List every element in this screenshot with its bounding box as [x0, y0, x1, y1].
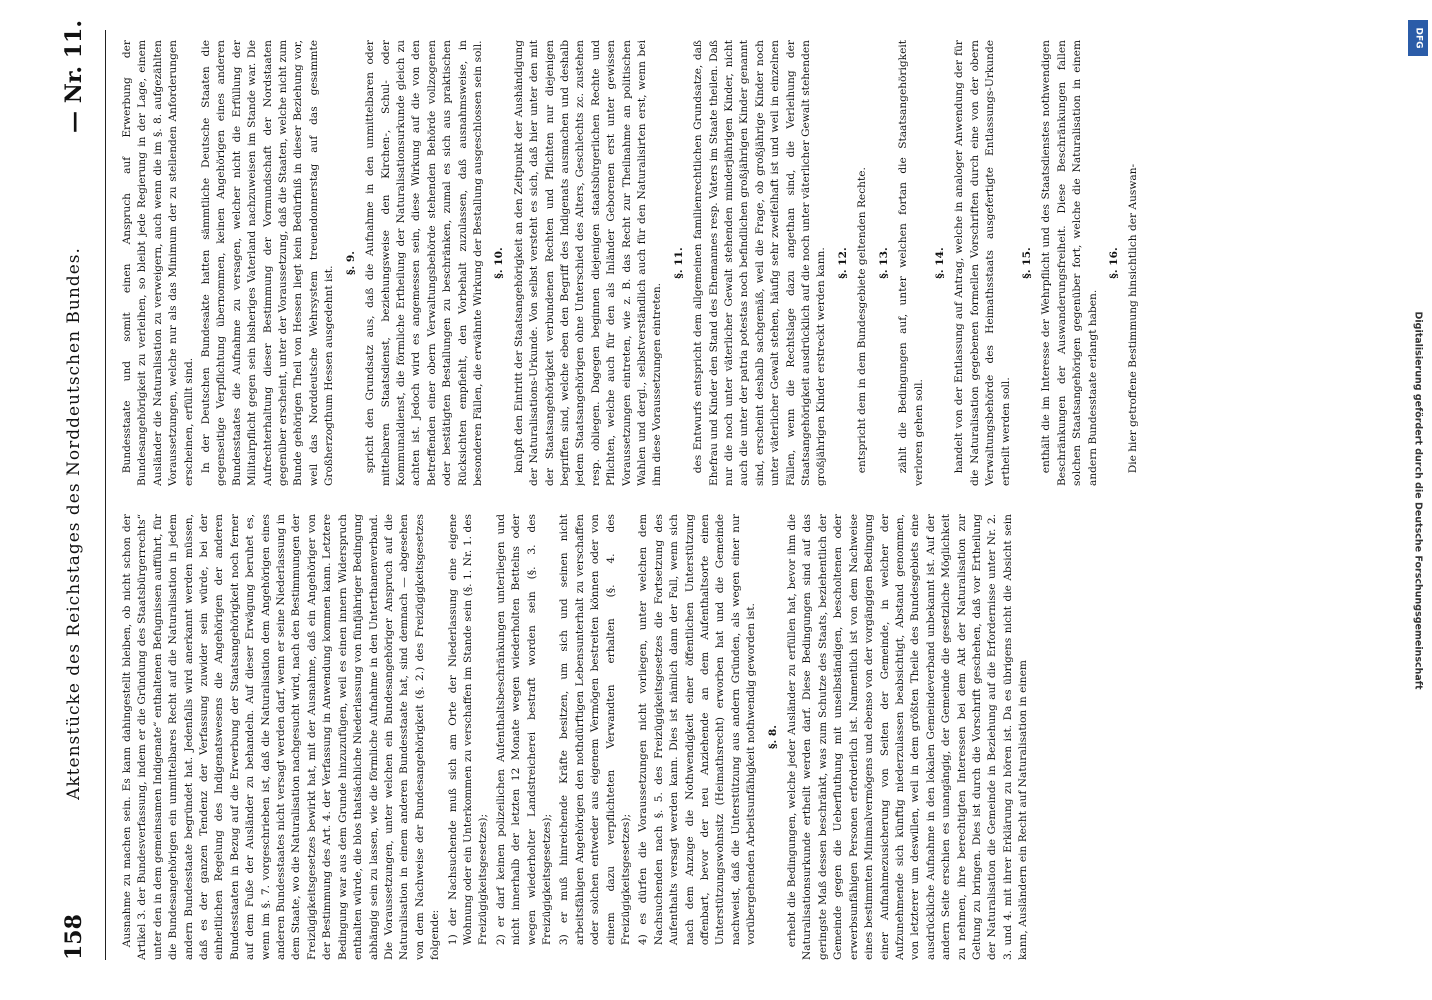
section-heading: §. 12. [836, 247, 849, 279]
paragraph: handelt von der Entlassung auf Antrag, welche in analoger Anwendung der für die Naturalisation gegebenen formellen Vorschriften durch eine von der obern Verwaltungsbehörde des Heimathsstaats ausgefertigte Entlassungs-Urkunde ertheilt werden soll. [953, 40, 1012, 486]
section-heading: §. 15. [1020, 247, 1033, 279]
section-heading: §. 16. [1107, 247, 1120, 279]
paragraph: des Entwurfs entspricht dem allgemeinen familienrechtlichen Grundsatze, daß Ehefrau und Kinder den Stand des Ehemannes resp. Vaters im Staate theilen. Daß nur die noch unter väterlicher Gewalt stehenden minderjährigen Kinder, nicht auch die unter der patria potestas noch befindlichen großjährigen Kinder genannt sind, erscheint deshalb sachgemäß, weil die Frage, ob großjährige Kinder noch unter väterlicher Gewalt stehen, häufig sehr zweifelhaft ist und weil in einzelnen Fällen, wenn die Rechtslage dazu angethan sind, die Verleihung der Staatsangehörigkeit ausdrücklich auf die noch unter väterlicher Gewalt stehenden großjährigen Kinder erstreckt werden kann. [692, 40, 828, 486]
paragraph: entspricht dem in dem Bundesgebiete geltenden Rechte. [856, 167, 869, 474]
left-column [120, 514, 1392, 960]
running-title: Aktenstücke des Reichstages des Norddeutschen Bundes. [64, 247, 84, 800]
paragraph: spricht den Grundsatz aus, daß die Aufnahme in den unmittelbaren oder mittelbaren Staatsdienst, beziehungsweise den Kirchen-, Schul- oder Kommunaldienst, die förmliche Ertheilung der Naturalisationsurkunde gleich zu achten ist. Jedoch wird es angemessen sein, diese Wirkung auf die von den Betreffenden einer obern Verwaltungsbehörde stehenden Behörde vollzogenen oder bestätigten Bestallungen zu beschränken, zumal es sich aus praktischen Rücksichten empfiehlt, den Vorbehalt zuzulassen, daß ausnahmsweise, in besonderen Fällen, die erwähnte Wirkung der Bestallung ausgeschlossen sein soll. [364, 40, 484, 486]
section-heading: §. 10. [493, 247, 506, 279]
paragraph: zählt die Bedingungen auf, unter welchen fortan die Staatsangehörigkeit verloren gehen soll. [897, 40, 925, 486]
list-item: 1) der Nachsuchende muß sich am Orte der Niederlassung eine eigene Wohnung oder ein Unterkommen zu verschaffen im Stande sein (§. 1. Nr. 1. des Freizügigkeitsgesetzes); [446, 514, 490, 946]
paragraph: In der Deutschen Bundesakte hatten sämmtliche Deutsche Staaten die gegenseitige Verpflichtung übernommen, keinen Angehörigen eines anderen Bundesstaates die Aufnahme zu versagen, welcher nicht die Erfüllung der Militairpflicht gegen sein bisheriges Vaterland nachzuweisen im Stande war. Die Aufrechterhaltung dieser Bestimmung der Vormundschaft der Nordstaaten gegenüber erscheint, unter der Voraussetzung, daß die Staaten, welche nicht zum Bunde gehörigen Theil von Hessen liegt kein Bedürfniß in dieser Beziehung vor, weil das Norddeutsche Wehrsystem treuendonnerstag auf das gesammte Großherzogthum Hessen ausgedehnt ist. [200, 40, 336, 486]
right-column [120, 40, 1392, 486]
paragraph: erhebt die Bedingungen, welche jeder Ausländer zu erfüllen hat, bevor ihm die Naturalisationsurkunde ertheilt werden darf. Diese Bedingungen sind auf das geringste Maß dessen beschränkt, was zum Schutze des Staats, beziehentlich der Gemeinde gegen die Ueberfluthung mit unselbständigen, bescholtenen oder erwerbsunfähigen Personen erforderlich ist. Namentlich ist von dem Nachweise eines bestimmten Minimalvermögens und ebenso von der vorgängigen Bedingung einer Aufnahmezusicherung von Seiten der Gemeinde, in welcher der Aufzunehmende sich künftig niederzulassen beabsichtigt, Abstand genommen, von letzterer um deswillen, weil in dem größten Theile des Bundesgebiets eine ausdrückliche Aufnahme in den lokalen Gemeindeverband unbekannt ist. Auf der andern Seite erschien es unangängig, der Gemeinde die gesetzliche Möglichkeit zu nehmen, ihre berechtigten Interessen bei dem Akt der Naturalisation zur Geltung zu bringen. Dies ist durch die Vorschrift geschehen, daß vor Ertheilung der Naturalisation die Gemeinde in Beziehung auf die Erfordernisse unter Nr. 2. 3. und 4. mit ihrer Erklärung zu hören ist. Da es übrigens nicht die Absicht sein kann, Ausländern ein Recht auf Naturalisation in einem [786, 514, 1030, 960]
section-heading: §. 8. [766, 725, 779, 749]
section-heading: §. 9. [344, 251, 357, 275]
digitization-credit [1406, 20, 1430, 980]
list-item: 3) er muß hinreichende Kräfte besitzen, um sich und seinen nicht arbeitsfähigen Angehörigen den nothdürftigen Lebensunterhalt zu verschaffen oder solchen entweder aus eigenem Vermögen bestreiten können oder von einem dazu verpflichteten Verwandten erhalten (§. 4. des Freizügigkeitsgesetzes); [558, 514, 632, 946]
header-rule [105, 30, 106, 960]
paragraph: Bundesstaate und somit einen Anspruch auf Erwerbung der Bundesangehörigkeit zu verleihen, so bleibt jede Regierung in der Lage, einem Ausländer die Naturalisation zu verweigern, auch wenn die im §. 8. aufgezählten Voraussetzungen, welche nur als das Minimum der zu stellenden Anforderungen erscheinen, erfüllt sind. [121, 40, 195, 486]
section-heading: §. 14. [933, 247, 946, 279]
paragraph: Ausnahme zu machen sein. Es kann dahingestellt bleiben, ob nicht schon der Artikel 3. der Bundesverfassung, indem er die Gründung des Staatsbürgerrechts“ unter den in dem gemeinsamen Indigenate“ enthaltenen Befugnissen aufführt, für die Bundesangehörigen ein unmittelbares Recht auf die Naturalisation in jedem andern Bundesstaate begründet hat. Jedenfalls wird anerkannt werden müssen, daß es der ganzen Tendenz der Verfassung zuwider sein würde, bei der einheitlichen Regelung des Indigenatswesens die Angehörigen der anderen Bundesstaaten in Bezug auf die Erwerbung der Staatsangehörigkeit noch ferner auf dem Fuße der Ausländer zu behandeln. Auf dieser Erwägung beruhet es, wenn im §. 7. vorgeschrieben ist, daß die Naturalisation dem Angehörigen eines anderen Bundesstaates nicht versagt werden darf, wenn er seine Niederlassung in dem Staate, wo die Naturalisation nachgesucht wird, nach den Bestimmungen der Freizügigkeitsgesetzes bewirkt hat, mit der Ausnahme, daß ein Angehöriger von der Bestimmung des Art. 4. der Verfassung in Anwendung kommen kann. Letztere Bedingung war aus dem Grunde hinzuzufügen, weil es einen innern Widerspruch enthalten würde, die blos thatsächliche Niederlassung von fünfjähriger Bedingung abhängig sein zu lassen, wie die förmliche Aufnahme in den Unterthanenverband. Die Voraussetzungen, unter welchen ein Bundesangehöriger Anspruch auf die Naturalisation in einem anderen Bundesstaate hat, sind demnach — abgesehen von dem Nachweise der Bundesangehörigkeit (§. 2.) des Freizügigkeitsgesetzes folgende: [121, 514, 442, 960]
text-columns [120, 40, 1392, 960]
page-number: 158 [61, 914, 87, 960]
paragraph: knüpft den Eintritt der Staatsangehörigkeit an den Zeitpunkt der Aushändigung der Naturalisations-Urkunde. Von selbst versteht es sich, daß hier unter den mit der Staatsangehörigkeit verbundenen Rechten und Pflichten nur diejenigen begriffen sind, welche eben den Begriff des Indigenats ausmachen und deshalb jedem Staatsangehörigen ohne Unterschied des Alters, Geschlechts zc. zustehen resp. obliegen. Dagegen beginnen diejenigen staatsbürgerlichen Rechte und Pflichten, welche auch für den als Inländer Geborenen erst unter gewissen Voraussetzungen eintreten, wie z. B. das Recht zur Theilnahme an politischen Wahlen und dergl., selbstverständlich auch für den Naturalisirten erst, wenn bei ihm diese Voraussetzungen eintreten. [512, 40, 664, 486]
section-heading: §. 13. [877, 247, 890, 279]
dfg-logo [1408, 20, 1428, 56]
list-item: 2) er darf keinen polizeilichen Aufenthaltsbeschränkungen unterliegen und nicht innerhalb der letzten 12 Monate wegen wiederholten Bettelns oder wegen wiederholter Landstreicherei bestraft worden sein (§. 3. des Freizügigkeitsgesetzes); [494, 514, 553, 946]
page-header [54, 20, 94, 960]
section-heading: §. 11. [672, 247, 685, 279]
dfg-logo-text: DFG [1413, 27, 1424, 49]
list-item: 4) es dürfen die Voraussetzungen nicht vorliegen, unter welchen dem Nachsuchenden nach §. 5. des Freizügigkeitsgesetzes die Fortsetzung des Aufenthalts versagt werden kann. Dies ist nämlich dann der Fall, wenn sich nach dem Anzuge die Nothwendigkeit einer öffentlichen Unterstützung offenbart, bevor der neu Anziehende an dem Aufenthaltsorte einen Unterstützungswohnsitz (Heimathsrecht) erworben hat und die Gemeinde nachweist, daß die Unterstützung aus andern Gründen, als wegen einer nur vorübergehenden Arbeitsunfähigkeit nothwendig geworden ist. [637, 514, 758, 946]
paragraph: enthält die im Interesse der Wehrpflicht und des Staatsdienstes nothwendigen Beschränkungen der Auswanderungsfreiheit. Diese Beschränkungen fallen solchen Staatsangehörigen gegenüber fort, welche die Naturalisation in einem andern Bundesstaate erlangt haben. [1040, 40, 1099, 486]
issue-number: — Nr. 11. [61, 20, 87, 133]
credit-text: Digitalisierung gefördert durch die Deutsche Forschungsgemeinschaft [1412, 311, 1424, 689]
paragraph: Die hier getroffene Bestimmung hinsichtlich der Auswan- [1127, 163, 1140, 474]
